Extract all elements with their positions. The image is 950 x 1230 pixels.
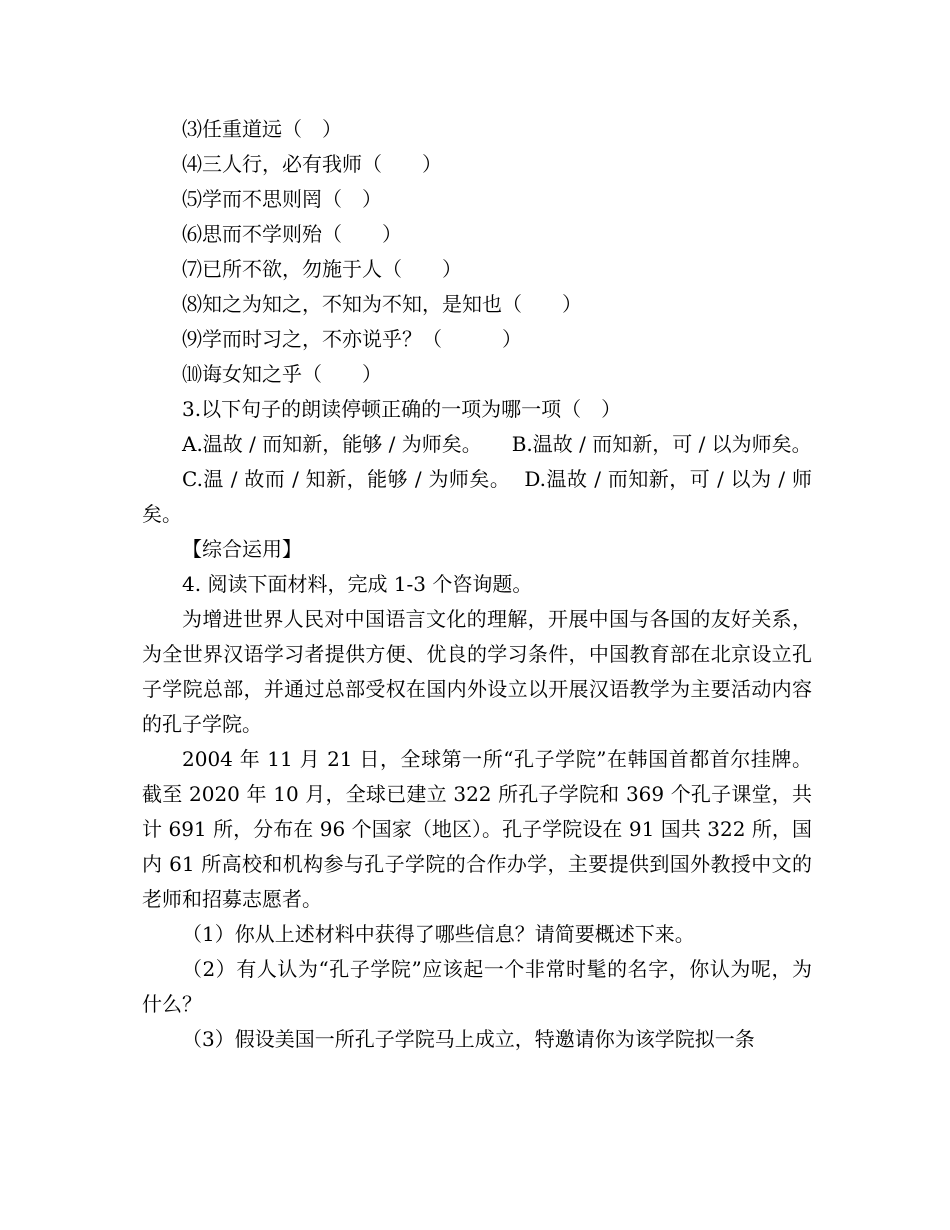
question-3-options-ab	[142, 427, 812, 462]
list-item-5: ⑸学而不思则罔（ ）	[182, 187, 382, 211]
question-3-stem: 3.以下句子的朗读停顿正确的一项为哪一项（ ）	[182, 397, 622, 421]
option-c: C.温 / 故而 / 知新，能够 / 为师矣。	[182, 467, 511, 491]
option-a: A.温故 / 而知新，能够 / 为师矣。	[182, 432, 482, 456]
sub-question-3: （3）假设美国一所孔子学院马上成立，特邀请你为该学院拟一条	[182, 1027, 755, 1051]
list-item-8: ⑻知之为知之，不知为不知，是知也（ ）	[182, 292, 582, 316]
question-4-stem: 4. 阅读下面材料，完成 1-3 个咨询题。	[182, 572, 533, 596]
material-paragraph-1: 为增进世界人民对中国语言文化的理解，开展中国与各国的友好关系，为全世界汉语学习者提供方便、优良的学习条件，中国教育部在北京设立孔子学院总部，并通过总部受权在国内外设立以开展汉语教学为主要活动内容的孔子学院。	[142, 607, 812, 736]
list-item-10: ⑽诲女知之乎（ ）	[182, 362, 382, 386]
document-body	[142, 112, 812, 1057]
list-item-7: ⑺已所不欲，勿施于人（ ）	[182, 257, 462, 281]
option-b: B.温故 / 而知新，可 / 以为师矣。	[511, 432, 812, 456]
list-item-6: ⑹思而不学则殆（ ）	[182, 222, 402, 246]
material-paragraph-2: 2004 年 11 月 21 日，全球第一所“孔子学院”在韩国首都首尔挂牌。截至 2020 年 10 月，全球已建立 322 所孔子学院和 369 个孔子课堂，共计 691 所，分布在 96 个国家（地区）。孔子学院设在 91 国共 322 所，国内 61 所高校和机构参与孔子学院的合作办学，主要提供到国外教授中文的老师和招募志愿者。	[142, 747, 812, 911]
list-item-4: ⑷三人行，必有我师（ ）	[182, 152, 442, 176]
section-heading: 【综合运用】	[182, 537, 302, 561]
list-item-3: ⑶任重道远（ ）	[182, 117, 342, 141]
sub-question-2: （2）有人认为“孔子学院”应该起一个非常时髦的名字，你认为呢，为什么？	[142, 957, 812, 1016]
option-d: D.温故 / 而知新，可 / 以为 / 师矣。	[142, 467, 812, 526]
sub-question-1: （1）你从上述材料中获得了哪些信息？请简要概述下来。	[182, 922, 695, 946]
list-item-9: ⑼学而时习之，不亦说乎？（ ）	[182, 327, 522, 351]
question-3-options-cd	[142, 462, 812, 532]
